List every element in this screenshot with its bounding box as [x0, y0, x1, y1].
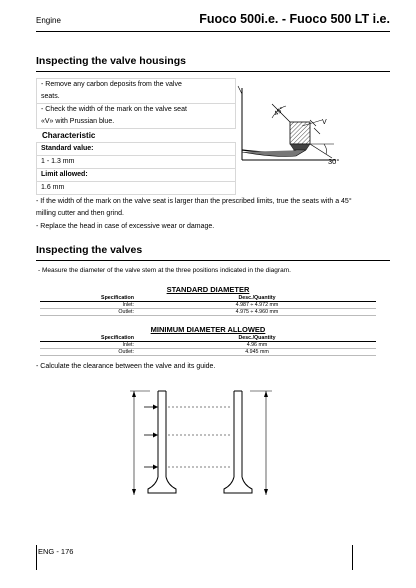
step-remove-carbon: - Remove any carbon deposits from the valve seats. [41, 81, 182, 100]
limit-allowed-label: Limit allowed: [37, 168, 235, 181]
limit-allowed-value: 1.6 mm [37, 181, 235, 194]
step-check-mark: - Check the width of the mark on the valve seat «V» with Prussian blue. [37, 103, 235, 128]
footer-left-rule [36, 545, 37, 570]
col-specification: Specification [40, 295, 138, 302]
standard-diameter-table [40, 295, 376, 316]
seat-insert-hatch [290, 122, 310, 144]
header-rule [36, 31, 390, 32]
col-specification: Specification [40, 335, 138, 342]
clearance-note: - Calculate the clearance between the valve and its guide. [36, 363, 216, 370]
table-row: Outlet: 4.975 ÷ 4.960 mm [40, 309, 376, 316]
valve-left [148, 391, 176, 493]
diagram-angle-30: 30° [328, 157, 340, 166]
standard-value: 1 - 1.3 mm [37, 155, 235, 168]
characteristic-box [36, 142, 236, 195]
measurement-arrow-top [144, 405, 232, 410]
manual-title: Fuoco 500i.e. - Fuoco 500 LT i.e. [199, 12, 390, 26]
table-row: Inlet: 4.96 mm [40, 342, 376, 349]
minimum-diameter-table [40, 335, 376, 356]
standard-value-label: Standard value: [41, 145, 94, 152]
section-rule [36, 71, 390, 72]
measure-intro: - Measure the diameter of the valve stem at the three positions indicated in the diagram. [38, 267, 291, 274]
valve-stem-diagram [130, 385, 280, 500]
minimum-diameter-title: MINIMUM DIAMETER ALLOWED [150, 325, 266, 334]
valve-right [224, 391, 252, 493]
col-quantity: Desc./Quantity [138, 335, 376, 342]
heading-valve-housings: Inspecting the valve housings [36, 55, 186, 67]
measurement-arrow-middle [144, 433, 232, 438]
heading-valves: Inspecting the valves [36, 244, 143, 256]
note-replace-head: - Replace the head in case of excessive wear or damage. [36, 223, 215, 230]
table-row: Inlet: 4.987 ÷ 4.972 mm [40, 302, 376, 309]
diagram-angle-45: 45° [273, 106, 286, 118]
col-quantity: Desc./Quantity [138, 295, 376, 302]
section-rule [36, 260, 390, 261]
page-number: ENG - 176 [38, 547, 74, 556]
characteristic-label: Characteristic [42, 131, 96, 140]
footer-right-rule [352, 545, 353, 570]
standard-diameter-title: STANDARD DIAMETER [166, 285, 250, 294]
valve-seat-diagram [236, 82, 376, 182]
header-section: Engine [36, 16, 61, 25]
measurement-arrow-bottom [144, 465, 232, 470]
diagram-v-label: V [322, 119, 327, 126]
housing-steps-box [36, 78, 236, 129]
note-true-seats: - If the width of the mark on the valve seat is larger than the prescribed limits, true the seats with a 45° milling cutter and then grind. [36, 198, 352, 217]
table-row: Outlet: 4.945 mm [40, 349, 376, 356]
